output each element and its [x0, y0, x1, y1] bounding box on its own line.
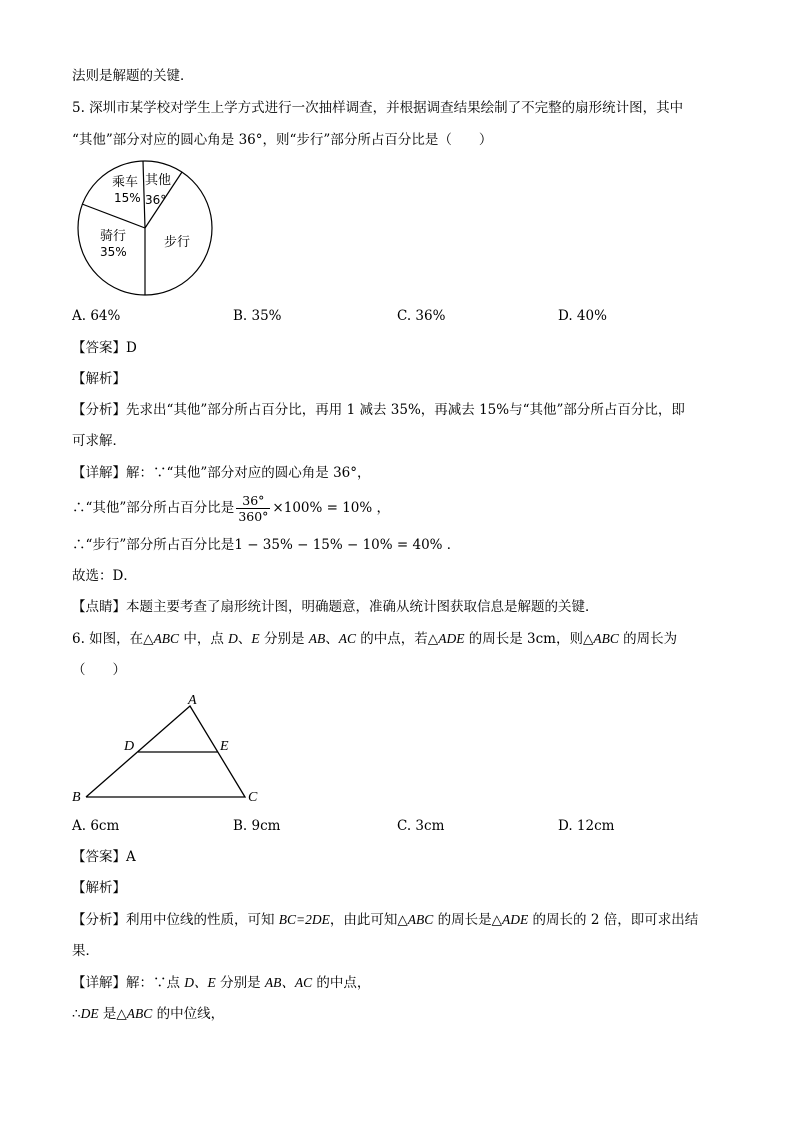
- q5-calc1-fraction: [236, 493, 270, 524]
- q5-fenxi-line2: 可求解．: [72, 433, 126, 449]
- vertex-label-b: B: [72, 790, 81, 805]
- q6-stem-line2: （ ）: [72, 662, 126, 678]
- q5-option-c: C. 36%: [397, 308, 446, 324]
- q6-stem-abc2: ABC: [593, 631, 619, 646]
- q5-xiangjie-tag: 【详解】: [72, 465, 126, 481]
- q6-analysis-tag: 【解析】: [72, 880, 126, 896]
- q6-last-de: DE: [80, 1006, 99, 1021]
- q6-stem-part: 的周长为: [618, 631, 678, 647]
- q6-fenxi-part: 利用中位线的性质，可知: [126, 912, 279, 928]
- pie-value-chengche: 15%: [114, 191, 141, 205]
- q5-fenxi-tag: 【分析】: [72, 402, 126, 418]
- q6-stem-part: 的中点，若△: [356, 631, 439, 647]
- q6-xiangjie-abac: AB、AC: [264, 975, 313, 990]
- q6-last-part: 的中位线，: [152, 1006, 225, 1022]
- q6-stem-part: 、: [237, 631, 252, 647]
- vertex-label-c: C: [248, 790, 258, 805]
- q6-option-a: A. 6cm: [72, 818, 120, 834]
- q6-stem-abc: ABC: [153, 631, 180, 646]
- q5-calc1-rest: ×100% = 10% ，: [272, 500, 391, 516]
- q5-calc2-line: [72, 535, 460, 555]
- q6-fenxi-part: 的周长的 2 倍，即可求出结: [528, 912, 699, 928]
- vertex-label-e: E: [220, 739, 229, 754]
- q6-last-part: 是△: [98, 1006, 127, 1022]
- q5-xiangjie-line1: [72, 463, 371, 483]
- q6-last-line: [72, 1004, 224, 1024]
- q6-stem-line1: [72, 629, 677, 649]
- q6-option-d: D. 12cm: [558, 818, 615, 834]
- q5-calc1-prefix: ∴“其他”部分所占百分比是: [72, 500, 235, 516]
- q6-stem-d: D: [228, 631, 238, 646]
- q5-dianjing-tag: 【点睛】: [72, 599, 126, 615]
- q6-answer: A: [126, 849, 136, 865]
- q6-stem-part: 、: [325, 631, 339, 647]
- intro-text: 法则是解题的关键．: [72, 68, 194, 84]
- q5-answer-tag: 【答案】: [72, 340, 126, 356]
- pie-label-qixing: 骑行: [100, 229, 127, 244]
- q6-xiangjie-de: D、E: [184, 975, 216, 990]
- q6-stem-part: 中，点: [179, 631, 229, 647]
- q6-stem-ac: AC: [338, 631, 357, 646]
- q6-xiangjie-part: 解：∵点: [126, 975, 185, 991]
- vertex-label-a: A: [188, 693, 197, 708]
- q6-option-c: C. 3cm: [397, 818, 445, 834]
- q6-xiangjie-part: 分别是: [215, 975, 265, 991]
- q6-xiangjie-tag: 【详解】: [72, 975, 126, 991]
- q5-xiangjie-text1: 解：∵“其他”部分对应的圆心角是 36°，: [126, 465, 371, 481]
- q5-fenxi-text1: 先求出“其他”部分所占百分比，再用 1 减去 35%，再减去 15%与“其他”部分所占百分比，即: [126, 402, 685, 418]
- q5-calc1-denominator: 360°: [238, 509, 269, 524]
- q6-answer-tag: 【答案】: [72, 849, 126, 865]
- q6-triangle-figure: [66, 690, 276, 810]
- q5-option-a: A. 64%: [72, 308, 121, 324]
- q5-analysis-tag: 【解析】: [72, 371, 126, 387]
- q6-stem-ab: AB: [308, 631, 326, 646]
- q5-answer: D: [126, 340, 137, 356]
- q6-fenxi-part: ，由此可知△: [329, 912, 408, 928]
- pie-value-qixing: 35%: [100, 245, 127, 259]
- pie-label-chengche: 乘车: [112, 175, 139, 190]
- vertex-label-d: D: [124, 739, 135, 754]
- q6-fenxi-bc2de: BC=2DE: [278, 912, 330, 927]
- q5-calc2-expr: 1 − 35% − 15% − 10% = 40% ．: [234, 537, 461, 553]
- q6-fenxi-abc: ABC: [407, 912, 434, 927]
- q6-stem-e: E: [251, 631, 260, 646]
- q6-fenxi-part: 的周长是△: [433, 912, 502, 928]
- q5-dianjing-text: 本题主要考查了扇形统计图，明确题意，准确从统计图获取信息是解题的关键．: [126, 599, 599, 615]
- q6-fenxi-ade: ADE: [501, 912, 529, 927]
- q6-stem-part: 分别是: [259, 631, 309, 647]
- q5-fenxi-line1: [72, 400, 685, 420]
- q6-stem-ade: ADE: [438, 631, 465, 646]
- q5-calc1-numerator: 36°: [236, 493, 270, 509]
- q5-calc1-line: [72, 490, 390, 526]
- q6-answer-line: [72, 847, 136, 867]
- q5-stem-line2: “其他”部分对应的圆心角是 36°，则“步行”部分所占百分比是（ ）: [72, 132, 493, 148]
- pie-label-buxing: 步行: [164, 235, 191, 250]
- q6-last-part: ∴: [72, 1006, 81, 1022]
- q5-choice: 故选：D．: [72, 568, 137, 584]
- q5-dianjing-line: [72, 597, 599, 617]
- q5-calc2-prefix: ∴“步行”部分所占百分比是: [72, 537, 235, 553]
- pie-value-qita: 36°: [145, 193, 167, 207]
- q5-stem-line1: 5. 深圳市某学校对学生上学方式进行一次抽样调查，并根据调查结果绘制了不完整的扇形统计图，其中: [72, 100, 684, 116]
- q6-fenxi-line1: [72, 910, 698, 930]
- q6-xiangjie-line1: [72, 973, 370, 993]
- q5-option-b: B. 35%: [233, 308, 282, 324]
- q6-stem-part: 6. 如图，在△: [72, 631, 154, 647]
- q6-xiangjie-part: 的中点，: [312, 975, 371, 991]
- q5-option-d: D. 40%: [558, 308, 607, 324]
- pie-label-qita: 其他: [145, 173, 172, 188]
- q5-answer-line: [72, 338, 137, 358]
- q5-pie-chart: [72, 160, 222, 300]
- q6-option-b: B. 9cm: [233, 818, 281, 834]
- q6-fenxi-tag: 【分析】: [72, 912, 126, 928]
- q6-fenxi-line2: 果．: [72, 943, 99, 959]
- q6-stem-part: 的周长是 3cm，则△: [464, 631, 594, 647]
- q6-last-abc: ABC: [126, 1006, 153, 1021]
